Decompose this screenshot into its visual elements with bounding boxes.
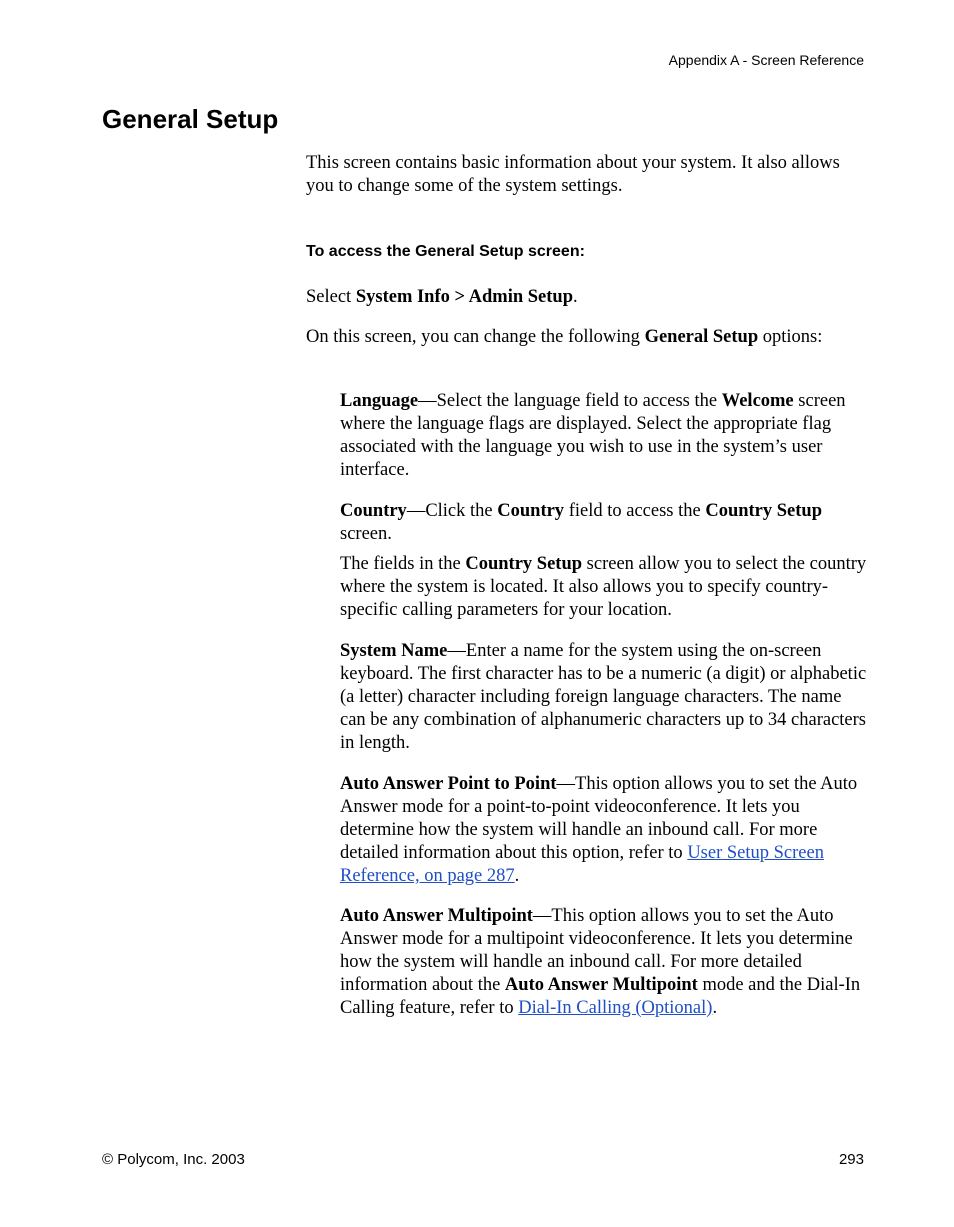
option-multipoint-text-3: . <box>712 998 718 1018</box>
option-p2p-term: Auto Answer Point to Point <box>340 774 557 794</box>
options-intro-term: General Setup <box>644 327 759 347</box>
menu-path: System Info > Admin Setup <box>355 287 573 307</box>
option-language-term: Language <box>340 391 419 411</box>
step-suffix: . <box>573 287 578 307</box>
option-system-name-text: —Enter a name for the system using the on-screen keyboard. The first character has to be a numeric (a digit) or alphabetic (a letter) character including foreign language characters. The name can be any combination of alphanumeric characters up to 34 characters in length. <box>340 641 867 753</box>
running-header: Appendix A - Screen Reference <box>668 52 864 68</box>
option-system-name-term: System Name <box>340 641 448 661</box>
options-intro <box>306 326 866 349</box>
option-language-text-2: screen where the language flags are displayed. Select the appropriate flag associated with the language you wish to use in the system’s user interface. <box>340 391 846 480</box>
option-country-term-2: Country <box>497 501 565 521</box>
option-country-text-3: screen. <box>340 524 392 544</box>
dial-in-calling-link[interactable]: Dial-In Calling (Optional) <box>518 998 713 1018</box>
country-detail-text-2: screen allow you to select the country where the system is located. It also allows you to specify country-specific calling parameters for your location. <box>340 554 867 620</box>
option-p2p-text-1: —This option allows you to set the Auto Answer mode for a point-to-point videoconference. It lets you determine how the system will handle an inbound call. For more detailed information about this option, refer to <box>340 774 858 863</box>
option-multipoint-text-2: mode and the Dial-In Calling feature, refer to <box>340 975 861 1018</box>
option-country-term-3: Country Setup <box>705 501 823 521</box>
option-language-text-1: —Select the language field to access the <box>418 391 722 411</box>
option-multipoint-term-2: Auto Answer Multipoint <box>504 975 698 995</box>
page-number: 293 <box>838 1151 864 1168</box>
country-detail-term: Country Setup <box>465 554 583 574</box>
option-country-term: Country <box>340 501 407 521</box>
option-country-detail <box>340 553 868 622</box>
procedure-heading: To access the General Setup screen: <box>306 243 585 260</box>
option-auto-answer-multipoint <box>340 905 868 1020</box>
procedure-step <box>306 286 578 309</box>
option-country <box>340 500 868 546</box>
step-prefix: Select <box>306 287 356 307</box>
option-multipoint-text-1: —This option allows you to set the Auto Answer mode for a multipoint videoconference. It lets you determine how the system will handle an inbound call. For more detailed information about the <box>340 906 853 995</box>
option-language-term-2: Welcome <box>721 391 794 411</box>
user-setup-reference-link[interactable]: User Setup Screen Reference, on page 287 <box>340 843 824 886</box>
options-intro-after: options: <box>758 327 823 347</box>
footer-copyright: © Polycom, Inc. 2003 <box>102 1151 245 1168</box>
option-country-text-1: —Click the <box>406 501 498 521</box>
option-language <box>340 390 868 482</box>
intro-paragraph: This screen contains basic information about your system. It also allows you to change some of the system settings. <box>306 153 840 196</box>
country-detail-text-1: The fields in the <box>340 554 466 574</box>
option-country-text-2: field to access the <box>564 501 706 521</box>
option-p2p-text-2: . <box>514 866 520 886</box>
options-intro-before: On this screen, you can change the following <box>306 327 645 347</box>
option-multipoint-term: Auto Answer Multipoint <box>340 906 533 926</box>
option-system-name <box>340 640 868 755</box>
option-auto-answer-p2p <box>340 773 868 888</box>
page-title: General Setup <box>102 104 279 134</box>
